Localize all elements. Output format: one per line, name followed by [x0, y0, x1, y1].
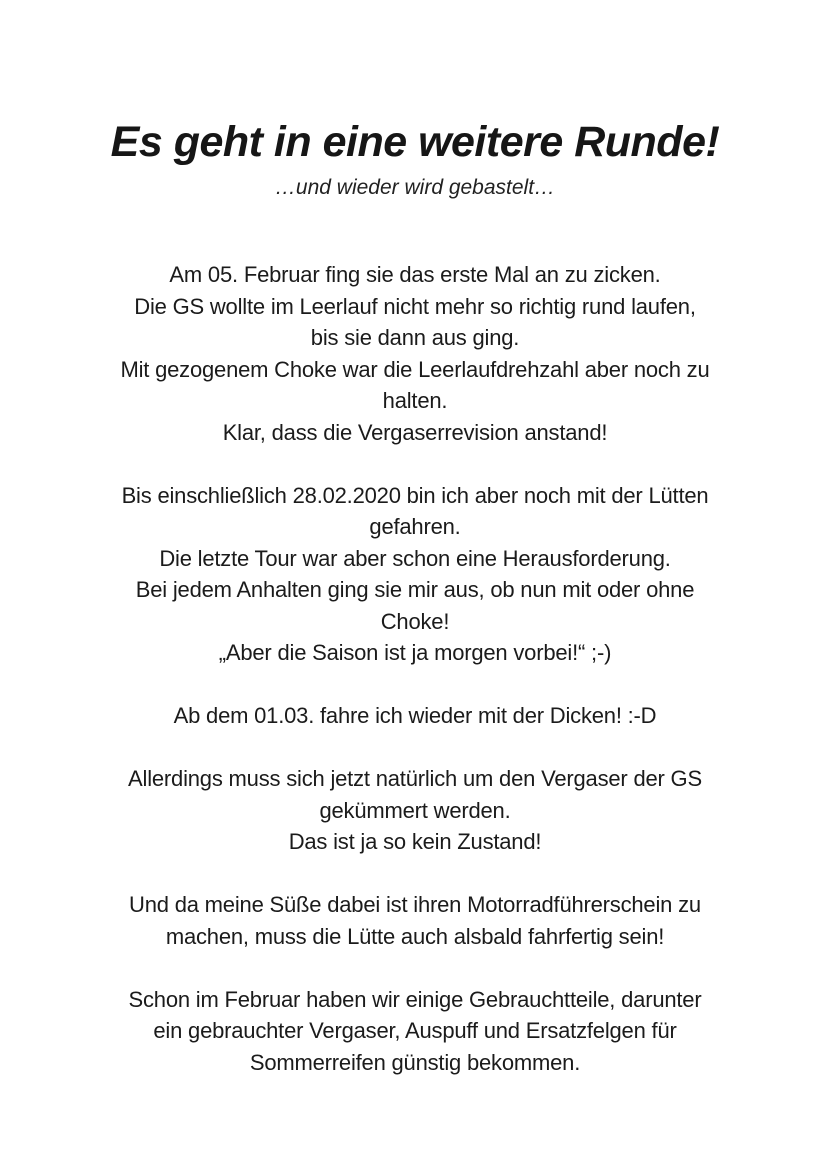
paragraph	[60, 700, 770, 732]
text-line: halten.	[382, 388, 448, 413]
text-line: Das ist ja so kein Zustand!	[288, 829, 542, 854]
body-text	[60, 259, 770, 1078]
text-line: gekümmert werden.	[319, 797, 511, 823]
text-line: Schon im Februar haben wir einige Gebrauchtteile, darunter	[128, 986, 702, 1012]
text-line: ein gebrauchter Vergaser, Auspuff und Ersatzfelgen für	[153, 1018, 677, 1043]
text-line: Die letzte Tour war aber schon eine Herausforderung.	[159, 545, 671, 571]
text-line: Am 05. Februar fing sie das erste Mal an zu zicken.	[169, 262, 661, 287]
text-line: Bis einschließlich 28.02.2020 bin ich aber noch mit der Lütten	[121, 482, 709, 508]
text-line: Mit gezogenem Choke war die Leerlaufdrehzahl aber noch zu	[120, 356, 710, 382]
paragraph	[60, 259, 770, 448]
paragraph	[60, 763, 770, 858]
text-line: gefahren.	[369, 514, 461, 539]
text-line: Choke!	[380, 608, 450, 634]
text-line: „Aber die Saison ist ja morgen vorbei!“ ;-)	[218, 640, 612, 665]
text-line: Allerdings muss sich jetzt natürlich um den Vergaser der GS	[128, 766, 702, 791]
text-line: Klar, dass die Vergaserrevision anstand!	[222, 419, 608, 445]
page-title: Es geht in eine weitere Runde!	[110, 118, 720, 166]
paragraph	[60, 889, 770, 952]
page-subtitle: …und wieder wird gebastelt…	[274, 176, 556, 199]
text-line: Bei jedem Anhalten ging sie mir aus, ob nun mit oder ohne	[135, 577, 695, 602]
text-line: Sommerreifen günstig bekommen.	[249, 1049, 581, 1075]
paragraph	[60, 984, 770, 1079]
paragraph	[60, 480, 770, 669]
text-line: bis sie dann aus ging.	[310, 325, 520, 350]
text-line: Die GS wollte im Leerlauf nicht mehr so richtig rund laufen,	[134, 293, 696, 319]
text-line: Und da meine Süße dabei ist ihren Motorradführerschein zu	[129, 892, 701, 917]
text-line: Ab dem 01.03. fahre ich wieder mit der Dicken! :-D	[173, 703, 657, 728]
text-line: machen, muss die Lütte auch alsbald fahrfertig sein!	[165, 923, 665, 949]
